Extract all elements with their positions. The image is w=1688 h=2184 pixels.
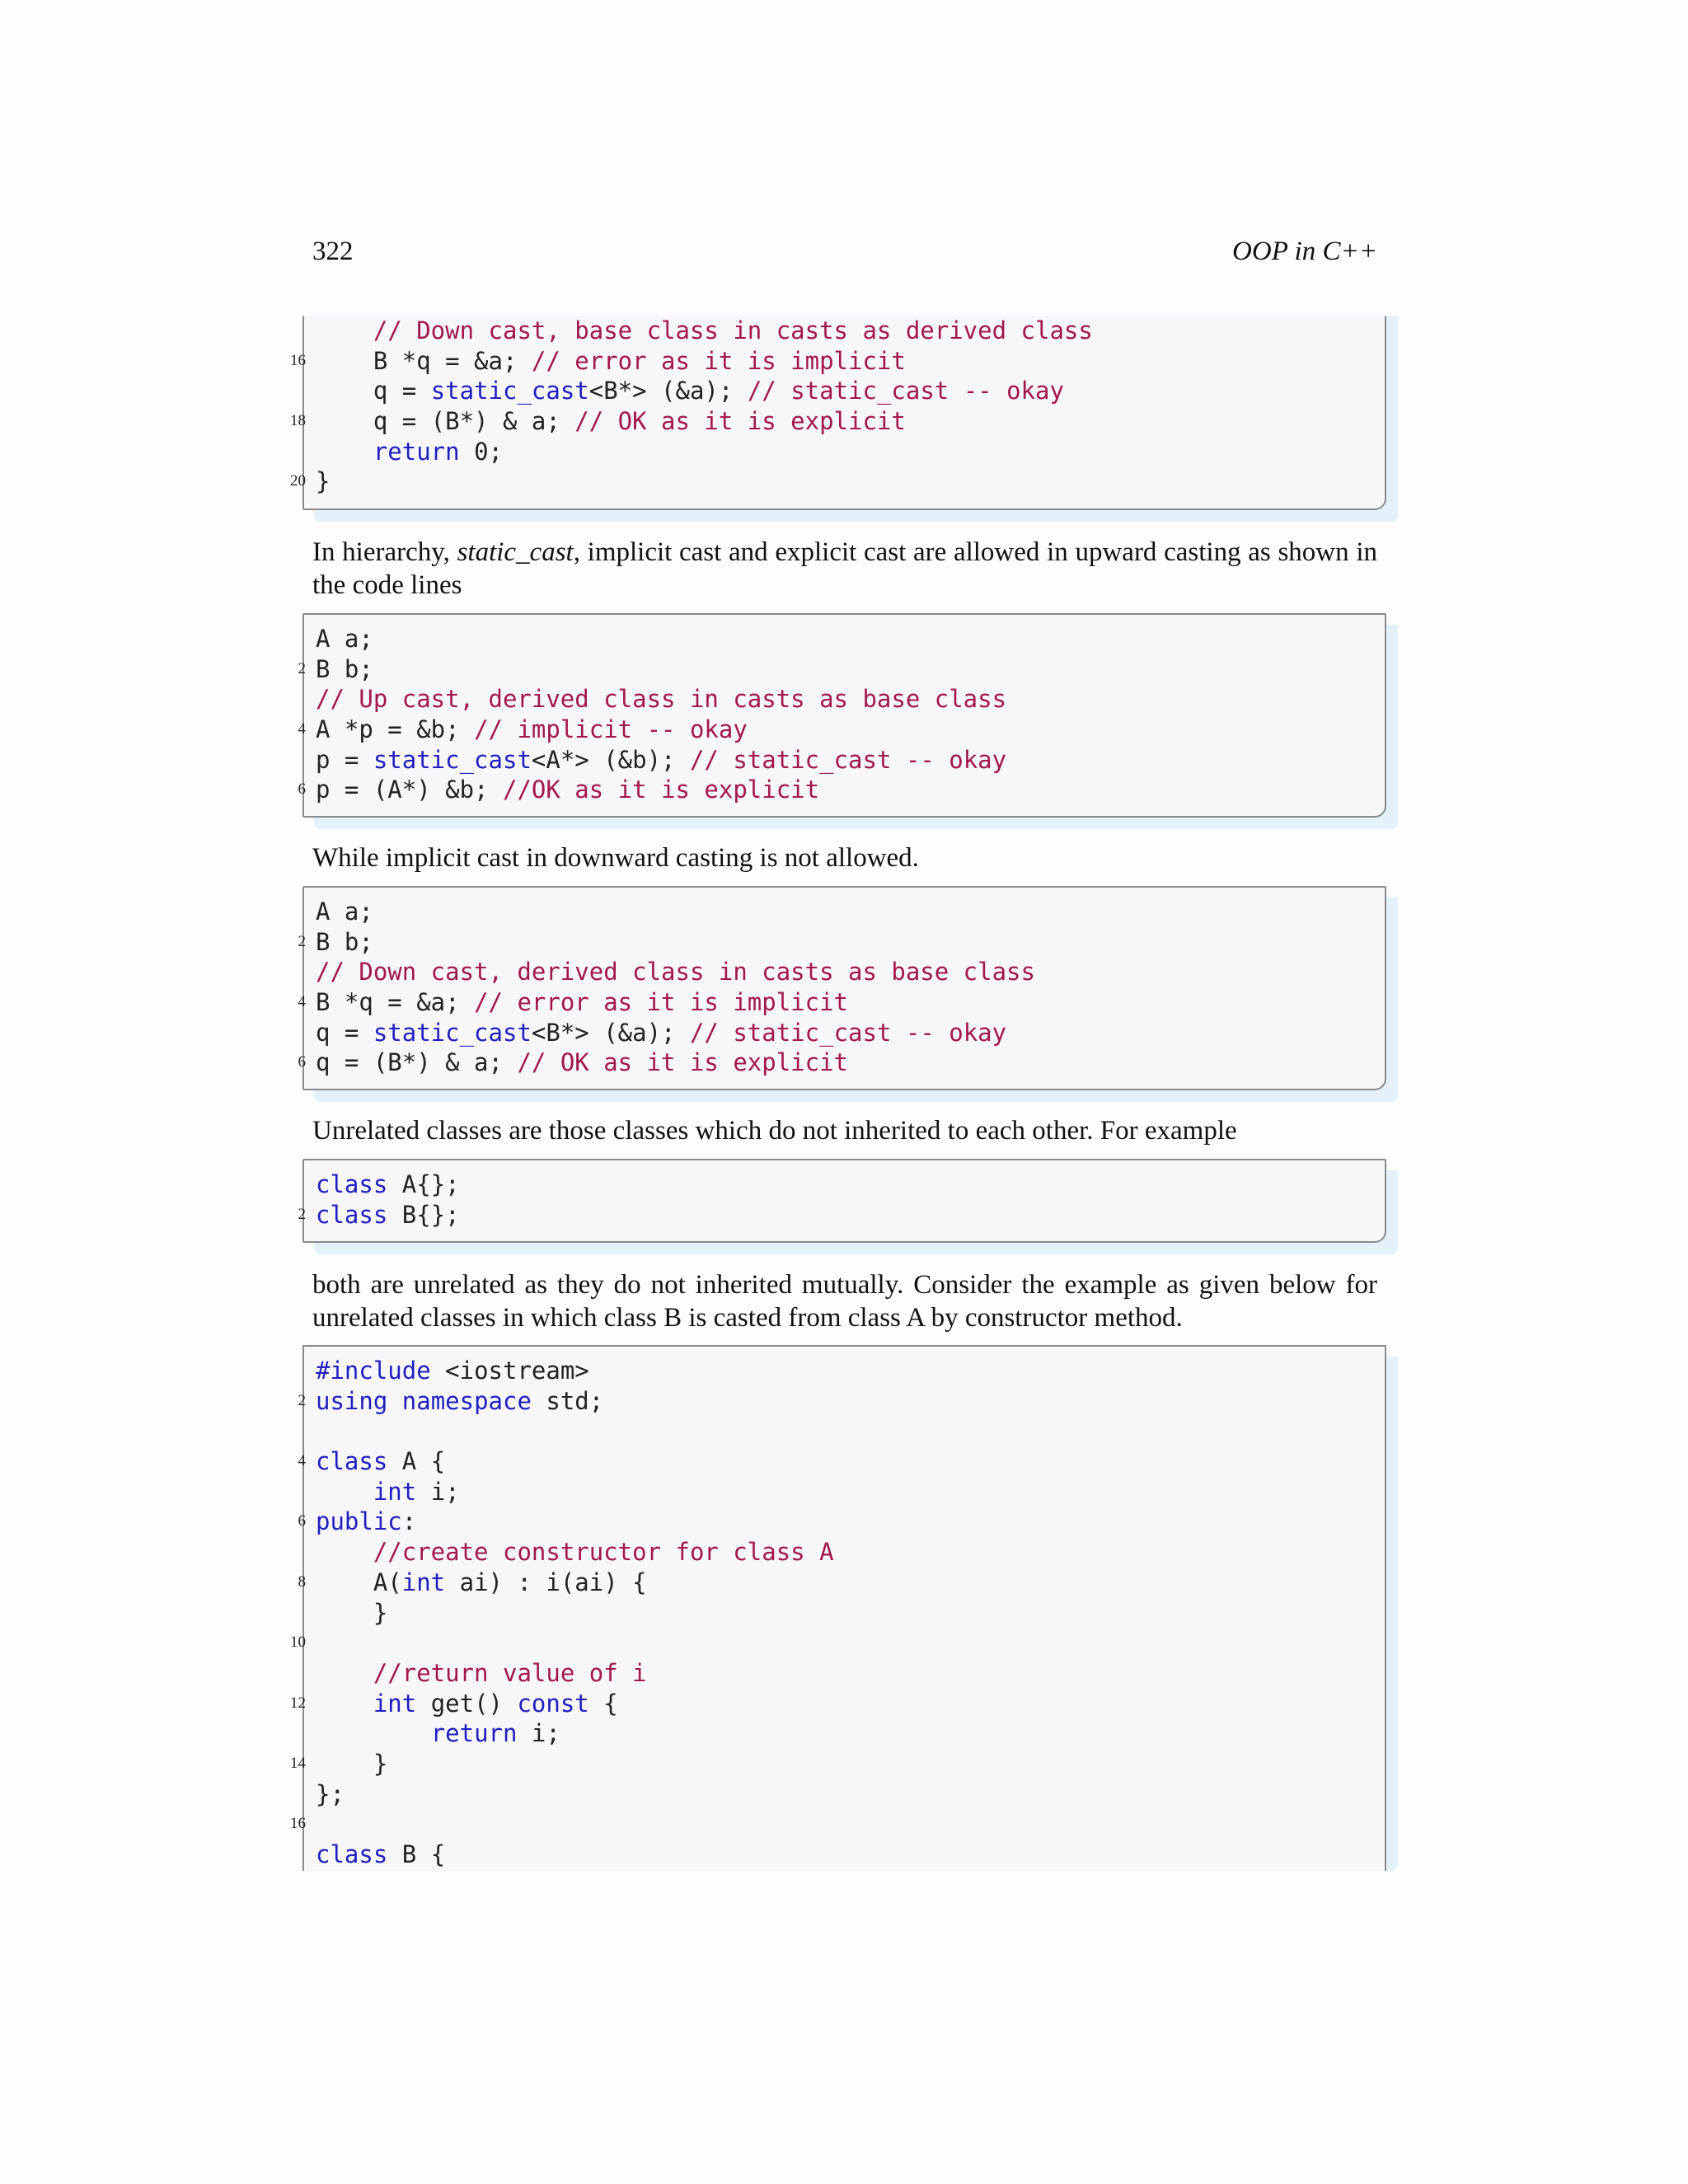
code-keyword: #include (316, 1357, 431, 1385)
code-keyword: int (373, 1689, 417, 1718)
code-text: ai) : i(ai) { (445, 1568, 647, 1596)
code-line (298, 775, 1386, 805)
code-text: i; (517, 1719, 560, 1748)
code-line (290, 346, 1386, 377)
line-number: 20 (290, 472, 306, 490)
line-number: 2 (298, 659, 306, 677)
code-keyword: int (373, 1477, 417, 1506)
code-text: <iostream> (430, 1357, 589, 1385)
code-text: }; (316, 1779, 345, 1808)
code-keyword: return (373, 437, 460, 466)
code-line (298, 654, 1386, 685)
code-text: B *q = &a; (316, 988, 475, 1017)
line-number: 18 (290, 412, 306, 430)
code-comment: // static_cast -- okay (747, 377, 1064, 405)
code-comment: // OK as it is explicit (574, 407, 906, 436)
code-text: std; (531, 1386, 604, 1415)
line-number: 4 (298, 1452, 306, 1470)
code-text: q = (316, 377, 431, 405)
code-line (316, 437, 1386, 467)
line-number: 16 (290, 351, 306, 369)
line-number: 10 (290, 1633, 306, 1652)
code-text: A *p = &b; (316, 715, 475, 744)
code-text (316, 1719, 431, 1747)
code-listing-upcast (298, 613, 1386, 818)
code-comment: // Down cast, base class in casts as derived class (373, 316, 1093, 344)
code-line (298, 927, 1386, 958)
code-text: q = (316, 1018, 373, 1047)
code-text: p = (316, 745, 373, 774)
paragraph-upcast-intro: In hierarchy, static_cast, implicit cast and explicit cast are allowed in upward casting as shown in the code lines (312, 537, 1377, 600)
code-comment: // OK as it is explicit (517, 1048, 849, 1077)
code-comment: // static_cast -- okay (689, 1018, 1007, 1047)
code-keyword: int (401, 1568, 446, 1596)
code-text: } (316, 1598, 388, 1627)
code-text (316, 316, 373, 344)
code-line (316, 1416, 1386, 1446)
code-keyword: static_cast (373, 745, 532, 774)
code-text (316, 1690, 373, 1718)
code-text: get() (416, 1689, 518, 1718)
code-line (316, 1718, 1386, 1749)
code-listing-unrelated-classes (298, 1159, 1386, 1243)
code-text: A{}; (387, 1170, 460, 1198)
paragraph-downcast-note: While implicit cast in downward casting is not allowed. (312, 843, 919, 873)
code-line (316, 316, 1386, 346)
line-number: 4 (298, 720, 306, 738)
line-number: 2 (298, 1391, 306, 1409)
line-number: 2 (298, 1205, 306, 1223)
code-line (298, 1568, 1386, 1598)
line-number: 14 (290, 1754, 306, 1772)
code-comment: // error as it is implicit (474, 988, 849, 1017)
code-line (316, 1356, 1386, 1386)
code-line (298, 1507, 1386, 1537)
code-text: A a; (316, 898, 373, 926)
code-text: } (316, 1749, 388, 1778)
code-text: { (588, 1689, 618, 1718)
line-number: 6 (298, 1053, 306, 1071)
line-number: 6 (298, 1512, 306, 1530)
code-keyword: class (316, 1200, 388, 1229)
code-text: q = (B*) & a; (316, 1048, 518, 1077)
code-text: } (316, 467, 331, 496)
code-line (316, 957, 1386, 987)
line-number: 4 (298, 993, 306, 1011)
code-line (316, 1537, 1386, 1568)
code-text (316, 438, 373, 466)
code-text: p = (A*) &b; (316, 776, 503, 804)
code-line (290, 1809, 1386, 1840)
code-line (298, 1200, 1386, 1230)
code-line (290, 406, 1386, 437)
code-comment: // static_cast -- okay (689, 745, 1007, 774)
paragraph-unrelated-example: both are unrelated as they do not inherited mutually. Consider the example as given below for unrelated classes in which class B is casted from class A by constructor method. (312, 1270, 1377, 1333)
code-comment: //OK as it is explicit (502, 776, 820, 804)
code-text (316, 1538, 373, 1566)
code-comment: // Down cast, derived class in casts as base class (316, 958, 1035, 987)
code-text: B b; (316, 654, 373, 683)
code-text: A a; (316, 625, 373, 653)
code-line (290, 466, 1386, 497)
line-number: 6 (298, 780, 306, 799)
code-keyword: class (316, 1447, 388, 1476)
code-line (316, 1477, 1386, 1507)
code-listing-downcast (298, 886, 1386, 1090)
code-comment: //return value of i (373, 1658, 647, 1687)
code-line (316, 1169, 1386, 1200)
code-text (387, 1387, 401, 1415)
code-listing-constructor-cast (290, 1345, 1386, 1871)
code-text: A( (316, 1568, 402, 1596)
code-line (316, 1598, 1386, 1629)
line-number: 16 (290, 1815, 306, 1833)
code-line (316, 1840, 1386, 1870)
code-text: q = (B*) & a; (316, 407, 575, 436)
code-text: B { (387, 1840, 446, 1868)
code-line (316, 1018, 1386, 1048)
code-line (316, 1779, 1386, 1810)
code-text: B{}; (387, 1200, 460, 1229)
line-number: 12 (290, 1694, 306, 1712)
code-text: A { (387, 1447, 446, 1476)
code-line (316, 624, 1386, 654)
page-number: 322 (312, 237, 354, 266)
code-line (290, 1628, 1386, 1658)
code-text: <A*> (&b); (531, 745, 690, 774)
code-line (298, 1386, 1386, 1417)
code-line (298, 1047, 1386, 1078)
paragraph-unrelated-classes: Unrelated classes are those classes which do not inherited to each other. For example (312, 1116, 1237, 1146)
code-text: i; (416, 1477, 460, 1506)
code-line (290, 1689, 1386, 1719)
code-keyword: using (316, 1386, 388, 1415)
code-line (316, 897, 1386, 927)
code-line (316, 376, 1386, 406)
code-text: B b; (316, 927, 373, 956)
code-line (316, 745, 1386, 776)
code-text: <B*> (&a); (531, 1018, 690, 1047)
line-number: 2 (298, 932, 306, 950)
code-listing-downcast-continued (290, 316, 1386, 510)
code-line (290, 1749, 1386, 1779)
code-comment: // error as it is implicit (531, 346, 906, 375)
code-line (298, 1446, 1386, 1477)
code-line (298, 715, 1386, 745)
code-keyword: const (517, 1689, 589, 1718)
code-keyword: return (430, 1719, 518, 1748)
code-keyword: static_cast (373, 1018, 532, 1047)
code-text: B *q = &a; (316, 346, 532, 375)
code-comment: // implicit -- okay (474, 715, 748, 744)
code-text: <B*> (&a); (588, 377, 748, 405)
code-comment: // Up cast, derived class in casts as base class (316, 685, 1007, 714)
code-line (298, 987, 1386, 1018)
code-keyword: public (316, 1507, 402, 1536)
code-text (316, 1478, 373, 1506)
code-keyword: namespace (401, 1386, 532, 1415)
code-keyword: class (316, 1170, 388, 1198)
code-comment: //create constructor for class A (373, 1538, 834, 1567)
code-keyword: static_cast (430, 377, 589, 405)
code-text: : (401, 1507, 417, 1536)
code-text (316, 1659, 373, 1687)
code-keyword: class (316, 1840, 388, 1868)
code-line (316, 684, 1386, 715)
code-line (316, 1658, 1386, 1689)
code-text: 0; (459, 437, 503, 466)
running-head: OOP in C++ (1232, 237, 1377, 266)
line-number: 8 (298, 1572, 306, 1591)
